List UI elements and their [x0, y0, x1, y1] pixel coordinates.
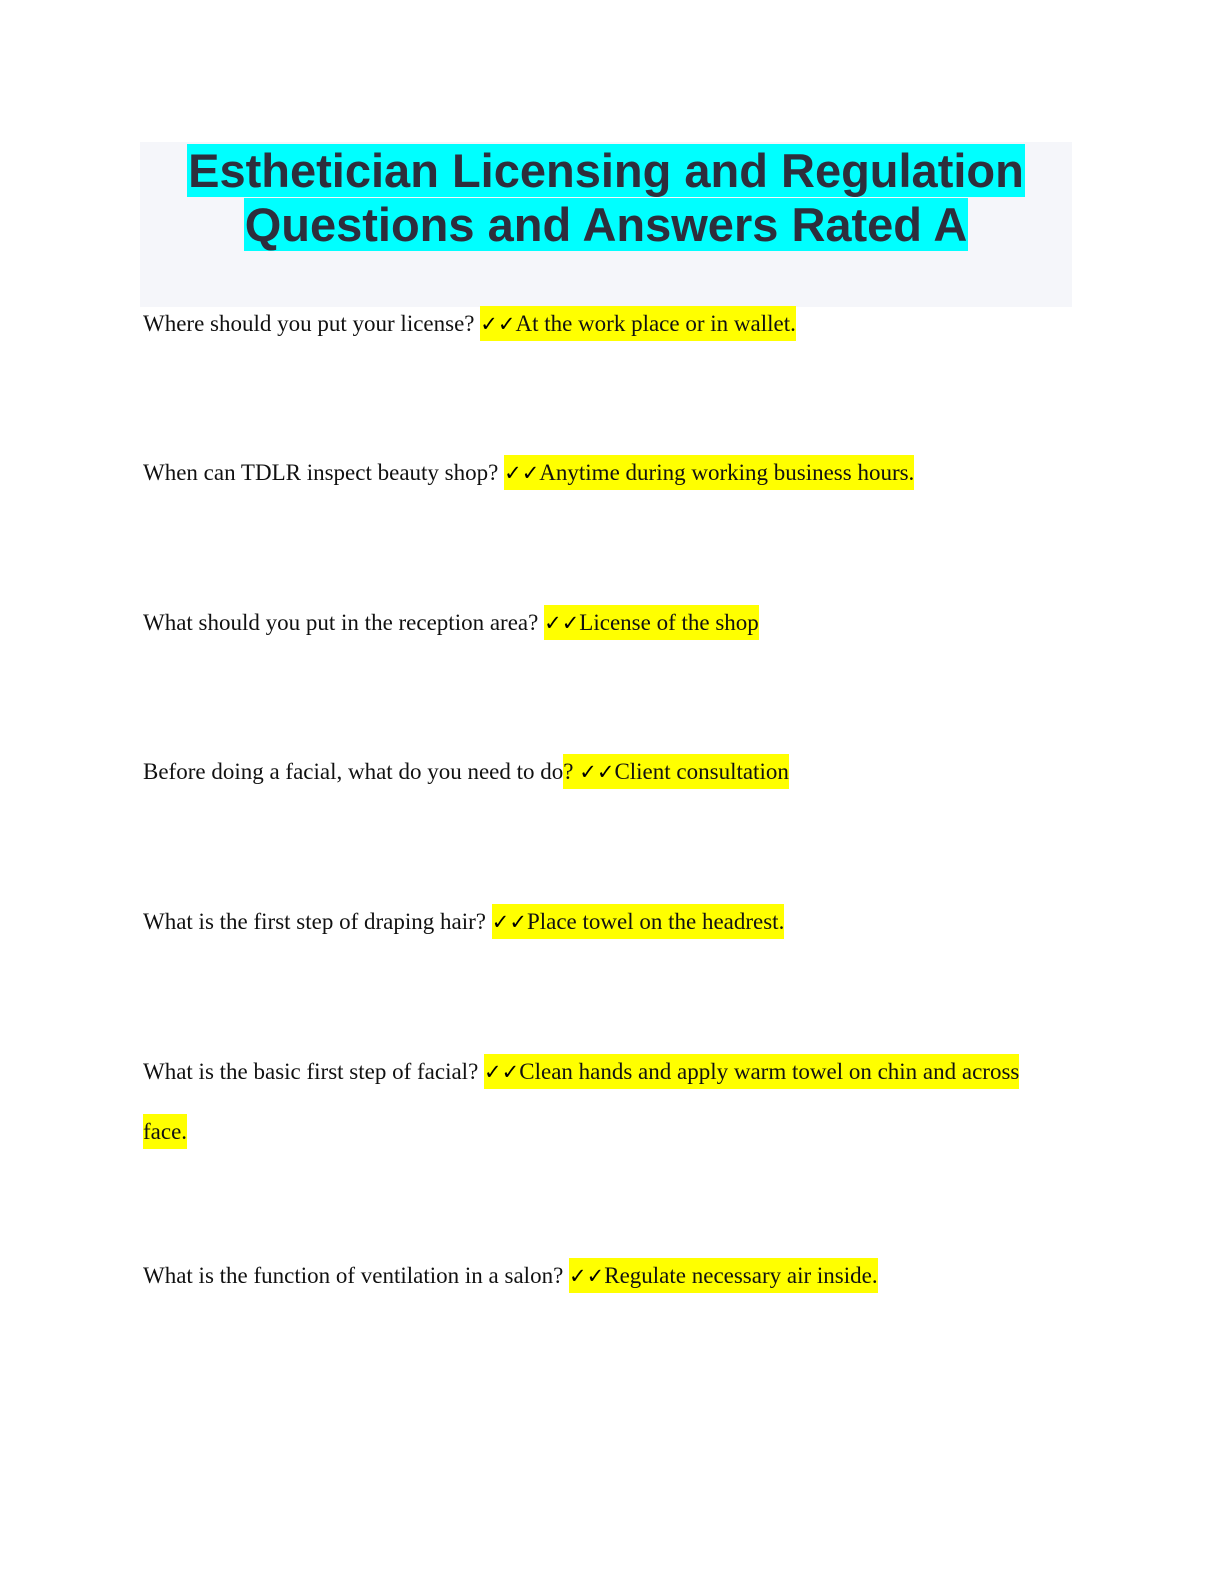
qa-item-7: [143, 1246, 1083, 1306]
question-text: What is the basic first step of facial?: [143, 1059, 485, 1084]
qa-item-5: [143, 892, 1083, 952]
check-mark-icon: ✓✓: [484, 1060, 520, 1084]
qa-item-1: [143, 294, 1083, 354]
answer-text: Clean hands and apply warm towel on chin and across face.: [143, 1059, 1020, 1144]
answer-text: Client consultation: [614, 759, 789, 784]
qa-item-3: [143, 593, 1083, 653]
check-mark-icon: ✓✓: [491, 910, 527, 934]
answer-text: At the work place or in wallet.: [515, 311, 796, 336]
answer-text: Regulate necessary air inside.: [604, 1263, 878, 1288]
answer-text: Place towel on the headrest.: [526, 909, 785, 934]
check-mark-icon: ✓✓: [504, 461, 540, 485]
title-text-1: Esthetician Licensing and Regulation: [188, 144, 1024, 197]
answer-highlight: [504, 455, 914, 490]
answer-highlight: [480, 306, 796, 341]
answer-text: License of the shop: [579, 610, 759, 635]
question-text: Where should you put your license?: [143, 311, 481, 336]
answer-highlight: [544, 605, 759, 640]
title-line-2: [140, 198, 1072, 252]
answer-prefix: ?: [563, 759, 580, 784]
qa-item-4: [143, 742, 1083, 802]
qa-item-6: [143, 1042, 1058, 1161]
question-text: What is the function of ventilation in a salon?: [143, 1263, 570, 1288]
qa-item-2: [143, 443, 1083, 503]
question-text: When can TDLR inspect beauty shop?: [143, 460, 505, 485]
check-mark-icon: ✓✓: [480, 312, 516, 336]
title-text-2: Questions and Answers Rated A: [244, 198, 968, 251]
question-text: Before doing a facial, what do you need to do: [143, 759, 564, 784]
check-mark-icon: ✓✓: [544, 611, 580, 635]
title-line-1: [140, 144, 1072, 198]
title-block: [140, 142, 1072, 307]
question-text: What should you put in the reception area?: [143, 610, 545, 635]
answer-highlight: [492, 904, 785, 939]
answer-highlight: [569, 1258, 878, 1293]
answer-text: Anytime during working business hours.: [539, 460, 915, 485]
question-text: What is the first step of draping hair?: [143, 909, 492, 934]
answer-highlight: [563, 754, 789, 789]
check-mark-icon: ✓✓: [569, 1264, 605, 1288]
check-mark-icon: ✓✓: [579, 760, 615, 784]
